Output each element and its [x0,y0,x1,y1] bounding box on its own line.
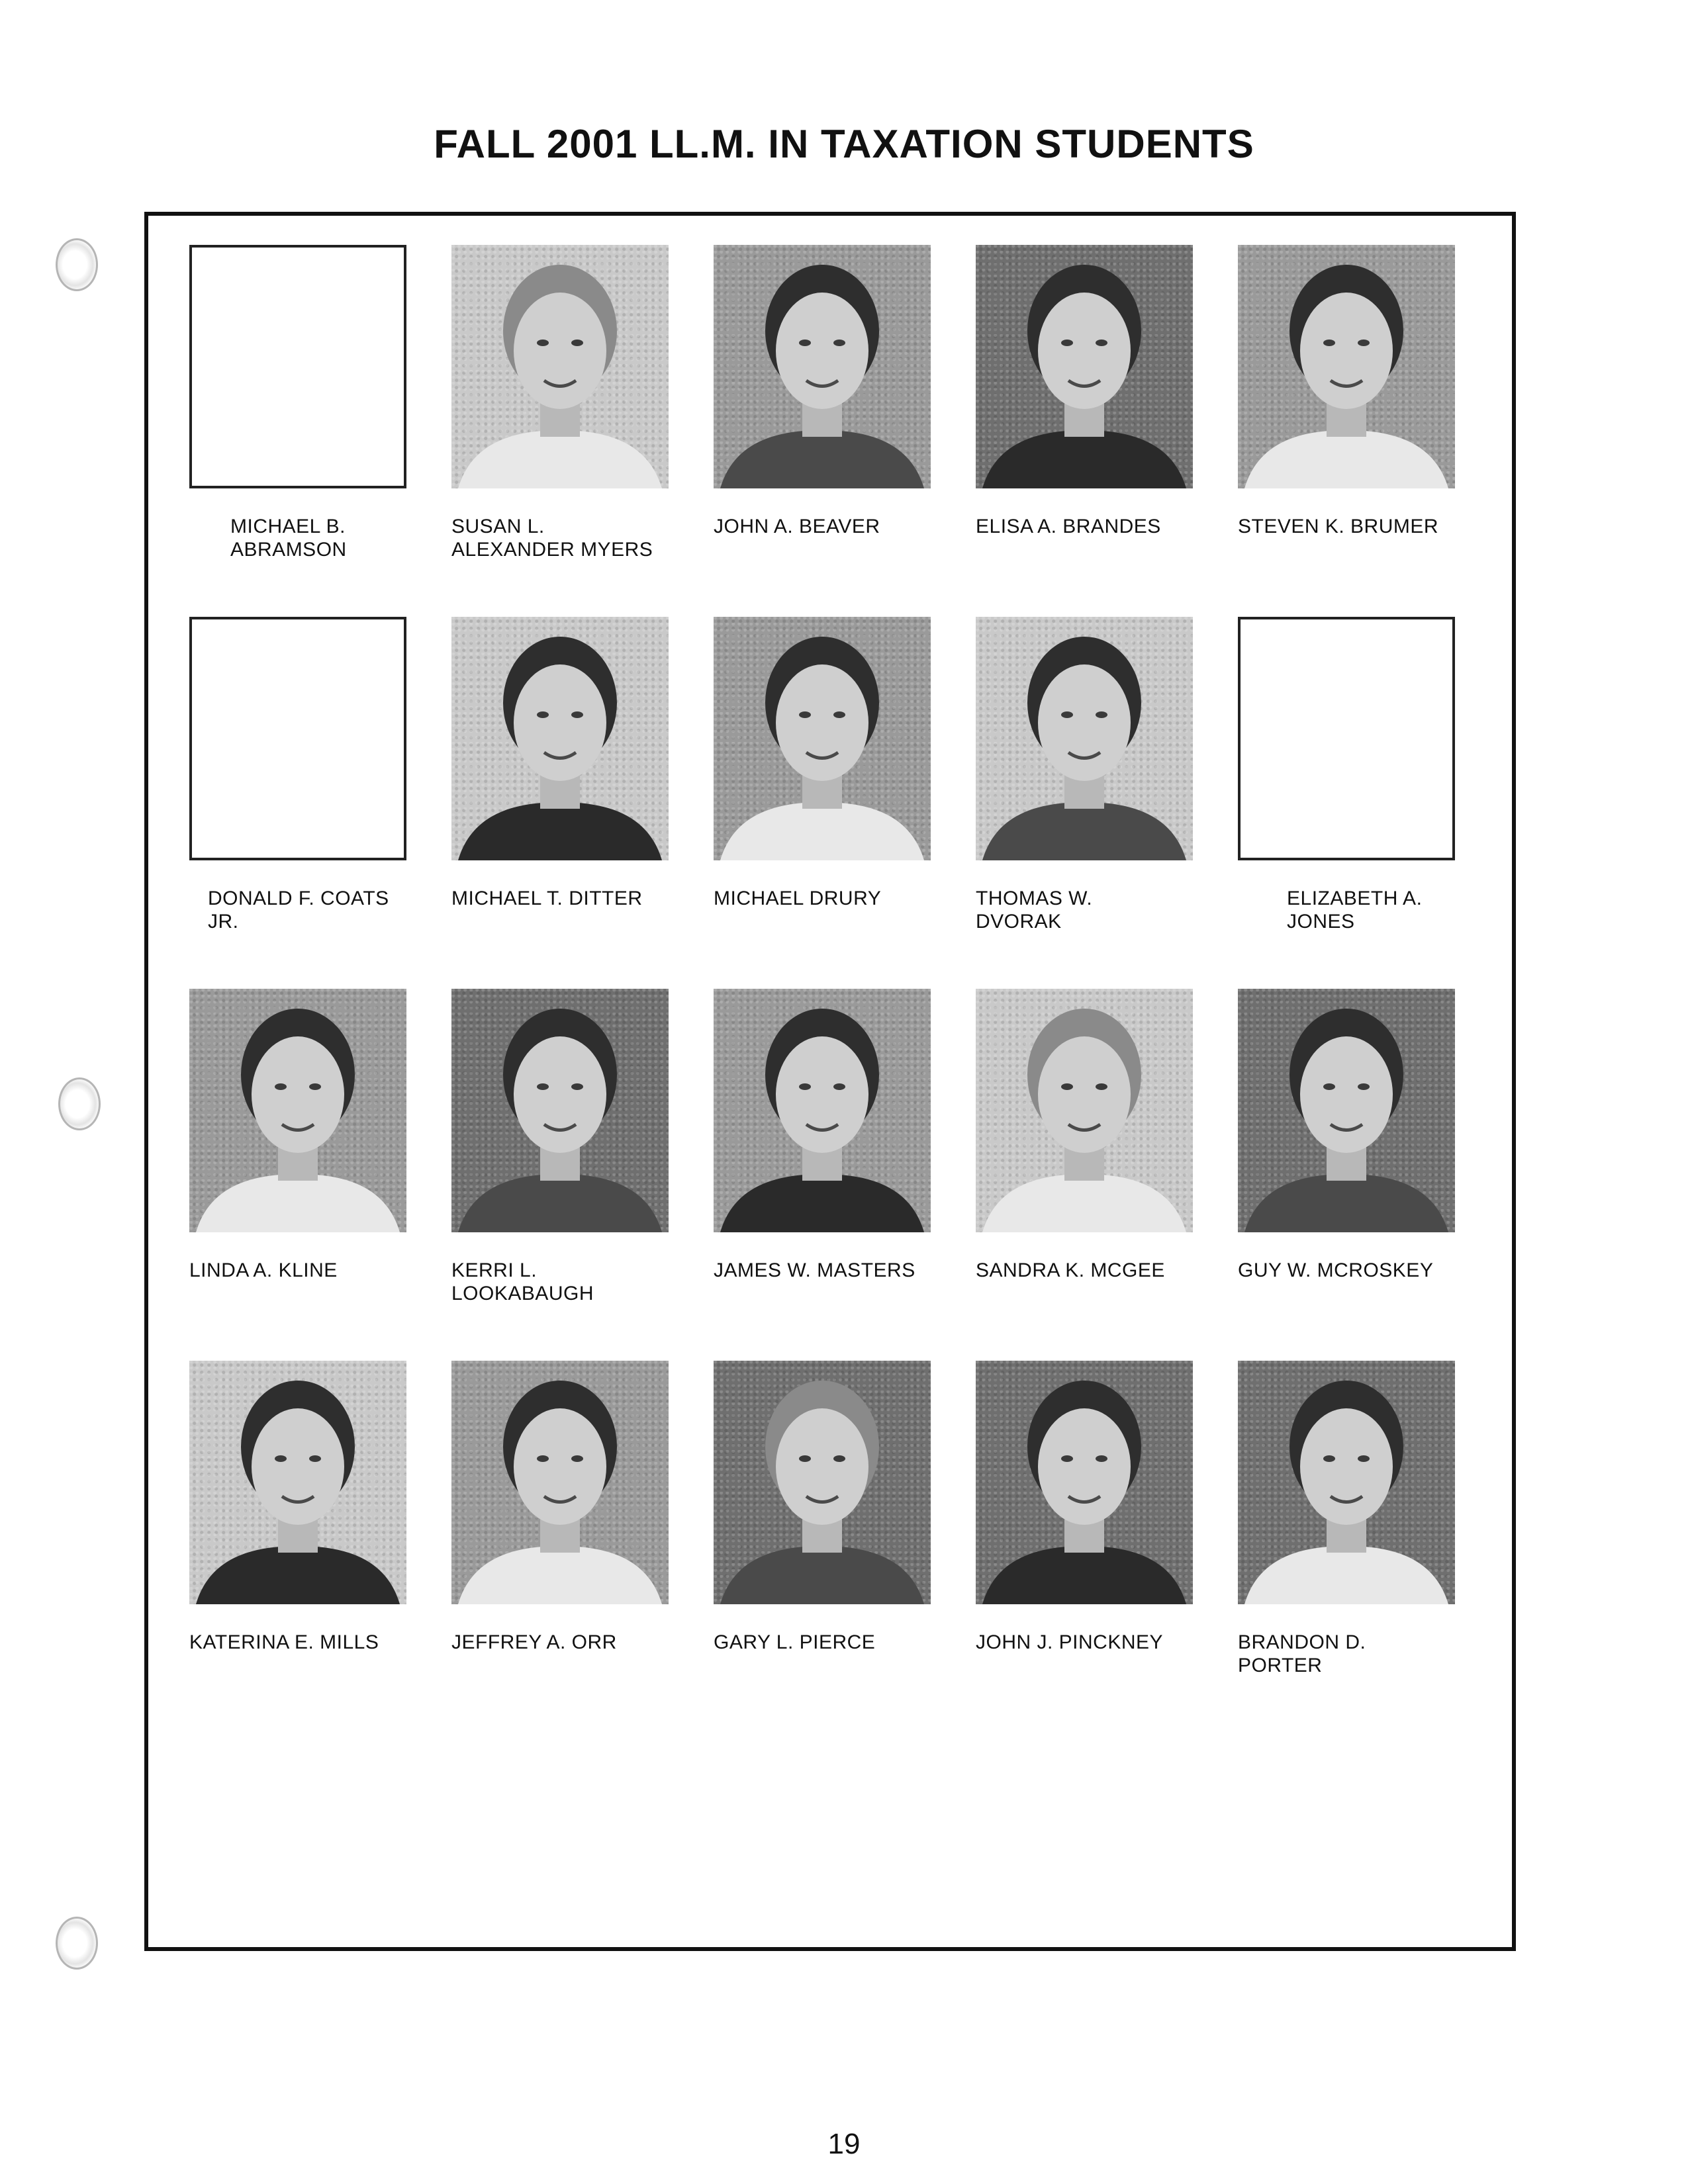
student-photo [451,1361,669,1604]
student-photo [976,989,1193,1232]
student-photo [451,989,669,1232]
student-name: MICHAEL B. ABRAMSON [230,516,347,561]
student-photo [714,989,931,1232]
student-name: MICHAEL DRURY [714,887,882,909]
student-name: GARY L. PIERCE [714,1631,876,1653]
student-photo [976,617,1193,860]
student-photo [976,1361,1193,1604]
student-name: SUSAN L. ALEXANDER MYERS [451,516,653,561]
student-photo [714,1361,931,1604]
student-name: GUY W. MCROSKEY [1238,1259,1434,1281]
student-photo [451,245,669,488]
student-name: JAMES W. MASTERS [714,1259,915,1281]
student-name: ELIZABETH A. JONES [1287,887,1423,933]
student-name: DONALD F. COATS JR. [208,887,389,933]
student-photo [714,245,931,488]
student-name: THOMAS W. DVORAK [976,887,1093,933]
binder-hole-top [56,238,98,291]
page-number: 19 [827,2128,861,2160]
empty-photo-placeholder [189,245,406,488]
student-photo [189,989,406,1232]
student-name: KERRI L. LOOKABAUGH [451,1259,594,1304]
binder-hole-bottom [56,1917,98,1970]
student-photo [1238,1361,1455,1604]
student-name: SANDRA K. MCGEE [976,1259,1165,1281]
student-photo [976,245,1193,488]
student-photo [189,1361,406,1604]
student-name: MICHAEL T. DITTER [451,887,643,909]
student-photo [714,617,931,860]
student-photo [451,617,669,860]
student-directory-frame [144,212,1516,1951]
student-name: ELISA A. BRANDES [976,516,1161,537]
student-name: LINDA A. KLINE [189,1259,338,1281]
student-name: JOHN A. BEAVER [714,516,880,537]
student-photo [1238,245,1455,488]
binder-hole-middle [58,1077,101,1130]
student-name: STEVEN K. BRUMER [1238,516,1439,537]
student-name: JOHN J. PINCKNEY [976,1631,1164,1653]
student-name: KATERINA E. MILLS [189,1631,379,1653]
empty-photo-placeholder [189,617,406,860]
student-name: JEFFREY A. ORR [451,1631,617,1653]
page-title: FALL 2001 LL.M. IN TAXATION STUDENTS [434,122,1254,166]
student-name: BRANDON D. PORTER [1238,1631,1366,1676]
student-photo [1238,989,1455,1232]
empty-photo-placeholder [1238,617,1455,860]
